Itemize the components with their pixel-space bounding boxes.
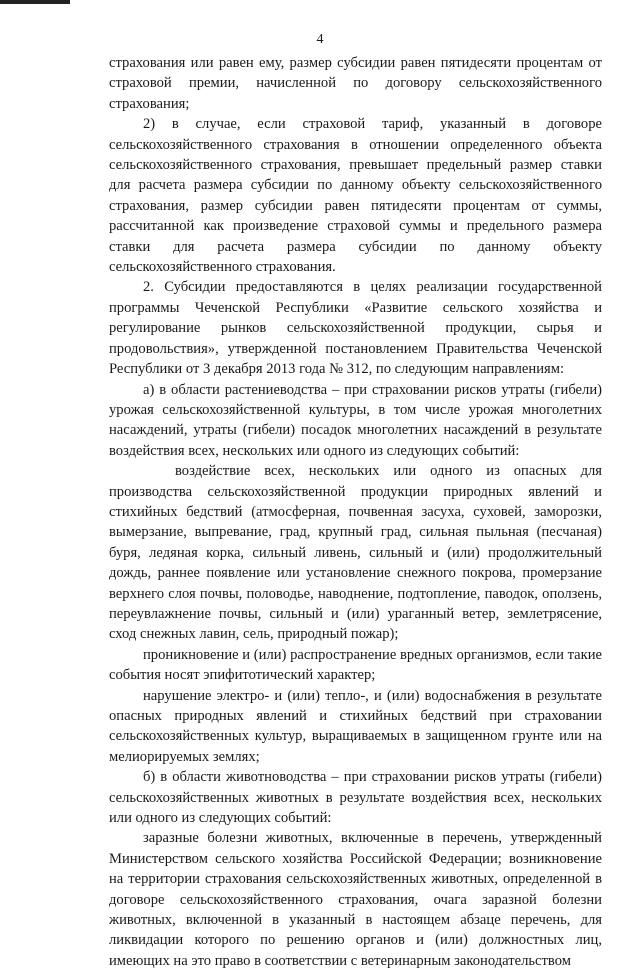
paragraph-item-b: б) в области животноводства – при страховании рисков утраты (гибели) сельскохозяйственных животных в результате воздействия всех, нескольких или одного из следующих событий:	[109, 769, 602, 827]
paragraph-continuation: страхования или равен ему, размер субсидии равен пятидесяти процентам от страховой премии, начисленной по договору сельскохозяйственного страхования;	[109, 55, 602, 112]
paragraph-pests: проникновение и (или) распространение вредных организмов, если такие события носят эпифитотический характер;	[109, 646, 602, 684]
paragraph-clause-2: 2) в случае, если страховой тариф, указанный в договоре сельскохозяйственного страхования в отношении определенного объекта сельскохозяйственного страхования, превышает предельный размер ставки для расчета размера субсидии по данному объекту сельскохозяйственного страхования, размер субсидии равен пятидесяти процентам от суммы, рассчитанной как произведение страховой суммы и предельного размера ставки для расчета размера субсидии по данному объекту сельскохозяйственного страхования.	[109, 116, 602, 276]
paragraph-section-2: 2. Субсидии предоставляются в целях реализации государственной программы Чеченской Республики «Развитие сельского хозяйства и регулирование рынков сельскохозяйственной продукции, сырья и продовольствия», утвержденной постановлением Правительства Чеченской Республики от 3 декабря 2013 года № 312, по следующим направлениям:	[109, 279, 602, 378]
top-edge-mark	[0, 0, 70, 4]
document-body	[109, 53, 602, 971]
paragraph-utility-disruption: нарушение электро- и (или) тепло-, и (или) водоснабжения в результате опасных природных явлений и стихийных бедствий при страховании сельскохозяйственных культур, выращиваемых в защищенном грунте или на мелиорируемых землях;	[109, 687, 602, 765]
paragraph-item-a: а) в области растениеводства – при страховании рисков утраты (гибели) урожая сельскохозяйственной культуры, в том числе урожая многолетних насаждений, утраты (гибели) посадок многолетних насаждений в результате воздействия всех, нескольких или одного из следующих событий:	[109, 381, 602, 459]
page-number: 4	[316, 32, 324, 47]
paragraph-natural-hazards: воздействие всех, нескольких или одного из опасных для производства сельскохозяйственной продукции природных явлений и стихийных бедствий (атмосферная, почвенная засуха, суховей, заморозки, вымерзание, выпревание, град, крупный град, сильная пыльная (песчаная) буря, ледяная корка, сильный ливень, сильный и (или) продолжительный дождь, раннее появление или установление снежного покрова, промерзание верхнего слоя почвы, половодье, наводнение, подтопление, паводок, оползень, переувлажнение почвы, сильный и (или) ураганный ветер, землетрясение, сход снежных лавин, сель, природный пожар);	[109, 463, 602, 643]
paragraph-animal-diseases: заразные болезни животных, включенные в перечень, утвержденный Министерством сельского хозяйства Российской Федерации; возникновение на территории страхования сельскохозяйственных животных, определенной в договоре сельскохозяйственного страхования, очага заразной болезни животных, включенной в указанный в настоящем абзаце перечень, для ликвидации которого по решению органов и (или) должностных лиц, имеющих на это право в соответствии с ветеринарным законодательством	[109, 830, 602, 969]
